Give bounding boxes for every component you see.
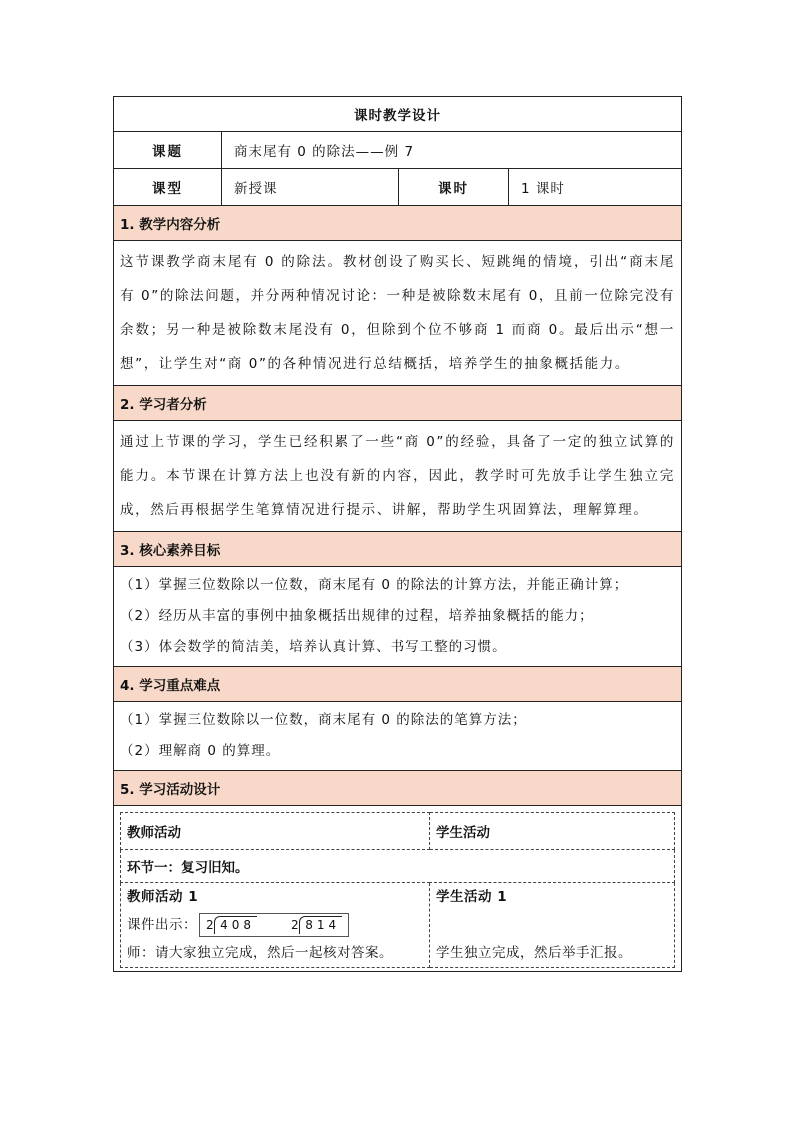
- student-activity-header: 学生活动: [430, 813, 675, 850]
- division-exercise-box: [199, 913, 349, 937]
- list-item: （1）掌握三位数除以一位数，商末尾有 0 的除法的笔算方法；: [120, 712, 527, 728]
- section-heading-core-goals: 3. 核心素养目标: [114, 532, 682, 567]
- core-goals-list: [114, 567, 682, 667]
- list-item: （3）体会数学的简洁美，培养认真计算、书写工整的习惯。: [120, 639, 507, 655]
- dividend: 814: [299, 916, 342, 934]
- topic-label: 课题: [114, 132, 222, 169]
- segment-one-text: 环节一：复习旧知。: [127, 860, 249, 876]
- teacher-activity-header: 教师活动: [121, 813, 430, 850]
- content-analysis-text: 这节课教学商末尾有 0 的除法。教材创设了购买长、短跳绳的情境，引出“商末尾有 0”的除法问题，并分两种情况讨论：一种是被除数末尾有 0，且前一位除完没有余数；另一种是被除数末尾没有 0，但除到个位不够商 1 而商 0。最后出示“想一想”，让学生对“商 0”的各种情况进行总结概括，培养学生的抽象概括能力。: [114, 241, 682, 386]
- period-label: 课时: [399, 169, 509, 206]
- spacer: [436, 911, 668, 939]
- dividend: 408: [214, 916, 257, 934]
- long-division-expression: [291, 914, 342, 936]
- segment-label: [121, 850, 675, 883]
- lesson-type-label: 课型: [114, 169, 222, 206]
- activity-design-cell: [114, 806, 682, 972]
- document-title: 课时教学设计: [114, 97, 682, 132]
- section-heading-learner-analysis: 2. 学习者分析: [114, 386, 682, 421]
- student-activity-cell: [430, 883, 675, 968]
- courseware-label: 课件出示：: [127, 917, 197, 933]
- divisor: 2: [291, 918, 300, 932]
- lesson-type-value: 新授课: [222, 169, 399, 206]
- divisor: 2: [206, 918, 215, 932]
- key-points-list: [114, 702, 682, 771]
- student-response: 学生独立完成，然后举手汇报。: [436, 945, 632, 961]
- student-activity-title: 学生活动 1: [436, 889, 508, 905]
- learner-analysis-text: 通过上节课的学习，学生已经积累了一些“商 0”的经验，具备了一定的独立试算的能力。本节课在计算方法上也没有新的内容，因此，教学时可先放手让学生独立完成，然后再根据学生笔算情况进行提示、讲解，帮助学生巩固算法，理解算理。: [114, 421, 682, 532]
- lesson-plan-page: [113, 96, 681, 972]
- courseware-line: [127, 911, 423, 939]
- long-division-expression: [206, 914, 257, 936]
- period-value: 1 课时: [509, 169, 682, 206]
- teacher-activity-cell: [121, 883, 430, 968]
- lesson-plan-table: [113, 96, 682, 972]
- teacher-instruction: 师：请大家独立完成，然后一起核对答案。: [127, 945, 393, 961]
- teacher-activity-title: 教师活动 1: [127, 889, 199, 905]
- activity-table: [120, 812, 675, 968]
- section-heading-key-points: 4. 学习重点难点: [114, 667, 682, 702]
- list-item: （2）经历从丰富的事例中抽象概括出规律的过程，培养抽象概括的能力；: [120, 608, 594, 624]
- topic-value: 商末尾有 0 的除法——例 7: [222, 132, 682, 169]
- section-heading-content-analysis: 1. 教学内容分析: [114, 206, 682, 241]
- section-heading-activity-design: 5. 学习活动设计: [114, 771, 682, 806]
- list-item: （2）理解商 0 的算理。: [120, 743, 281, 759]
- list-item: （1）掌握三位数除以一位数，商末尾有 0 的除法的计算方法，并能正确计算；: [120, 577, 629, 593]
